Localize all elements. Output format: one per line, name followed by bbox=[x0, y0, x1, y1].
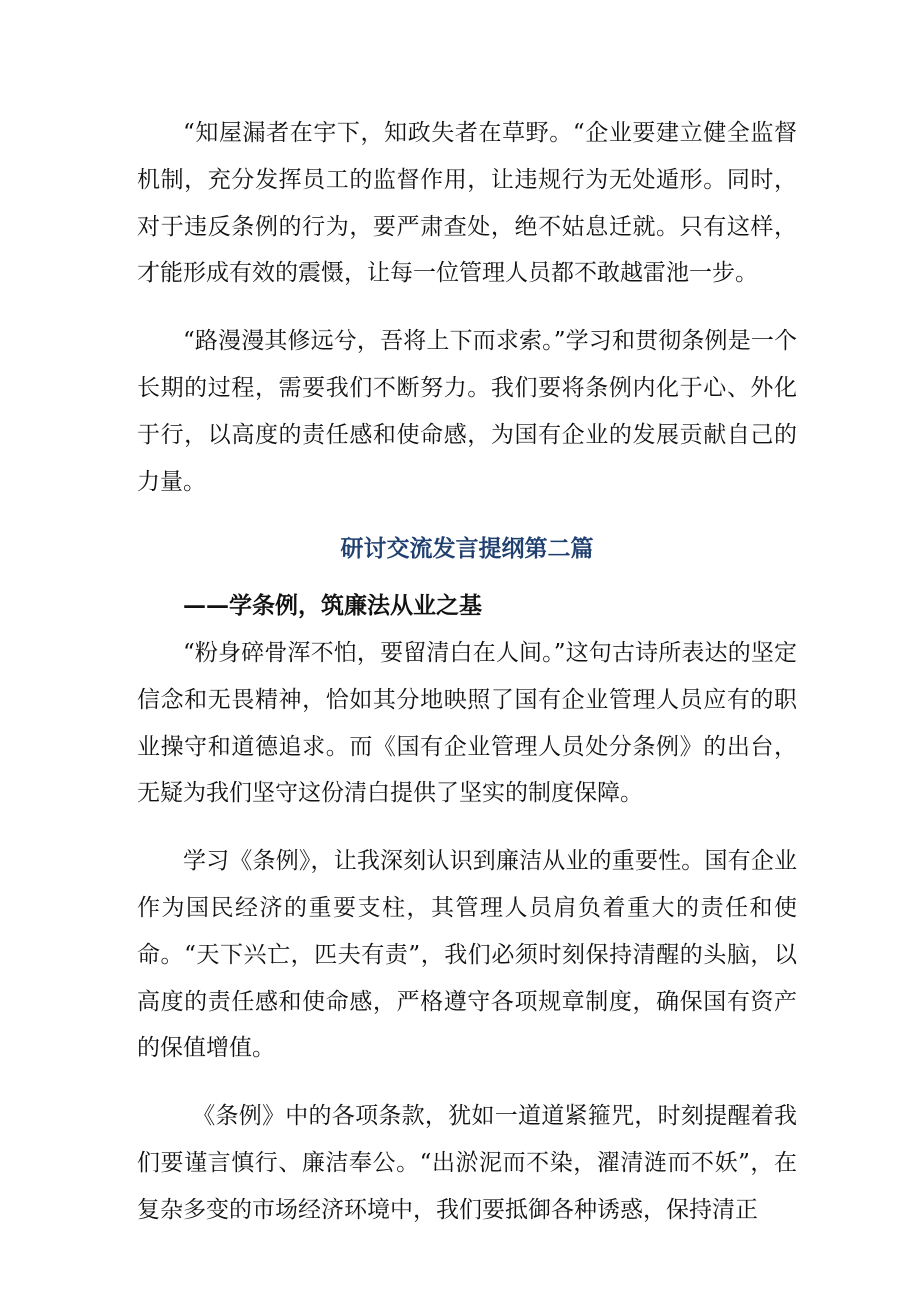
paragraph-1: “知屋漏者在宇下，知政失者在草野。“企业要建立健全监督机制，充分发挥员工的监督作用，让违规行为无处遁形。同时，对于违反条例的行为，要严肃查处，绝不姑息迁就。只有这样，才能形成有效的震慑，让每一位管理人员都不敢越雷池一步。 bbox=[137, 120, 797, 287]
section-title: 研讨交流发言提纲第二篇 bbox=[340, 535, 594, 563]
section-subtitle: ——学条例，筑廉法从业之基 bbox=[183, 592, 482, 620]
document-body bbox=[137, 110, 797, 1234]
paragraph-5: 《条例》中的各项条款，犹如一道道紧箍咒，时刻提醒着我们要谨言慎行、廉洁奉公。“出淤泥而不染，濯清涟而不妖”，在复杂多变的市场经济环境中，我们要抵御各种诱惑，保持清正 bbox=[137, 1103, 797, 1223]
paragraph-4: 学习《条例》，让我深刻认识到廉洁从业的重要性。国有企业作为国民经济的重要支柱，其管理人员肩负着重大的责任和使命。“天下兴亡，匹夫有责”，我们必须时刻保持清醒的头脑，以高度的责任感和使命感，严格遵守各项规章制度，确保国有资产的保值增值。 bbox=[137, 848, 797, 1062]
paragraph-2: “路漫漫其修远兮，吾将上下而求索。”学习和贯彻条例是一个长期的过程，需要我们不断努力。我们要将条例内化于心、外化于行，以高度的责任感和使命感，为国有企业的发展贡献自己的力量。 bbox=[137, 328, 797, 495]
paragraph-3: “粉身碎骨浑不怕，要留清白在人间。”这句古诗所表达的坚定信念和无畏精神，恰如其分地映照了国有企业管理人员应有的职业操守和道德追求。而《国有企业管理人员处分条例》的出台，无疑为我们坚守这份清白提供了坚实的制度保障。 bbox=[137, 639, 797, 807]
